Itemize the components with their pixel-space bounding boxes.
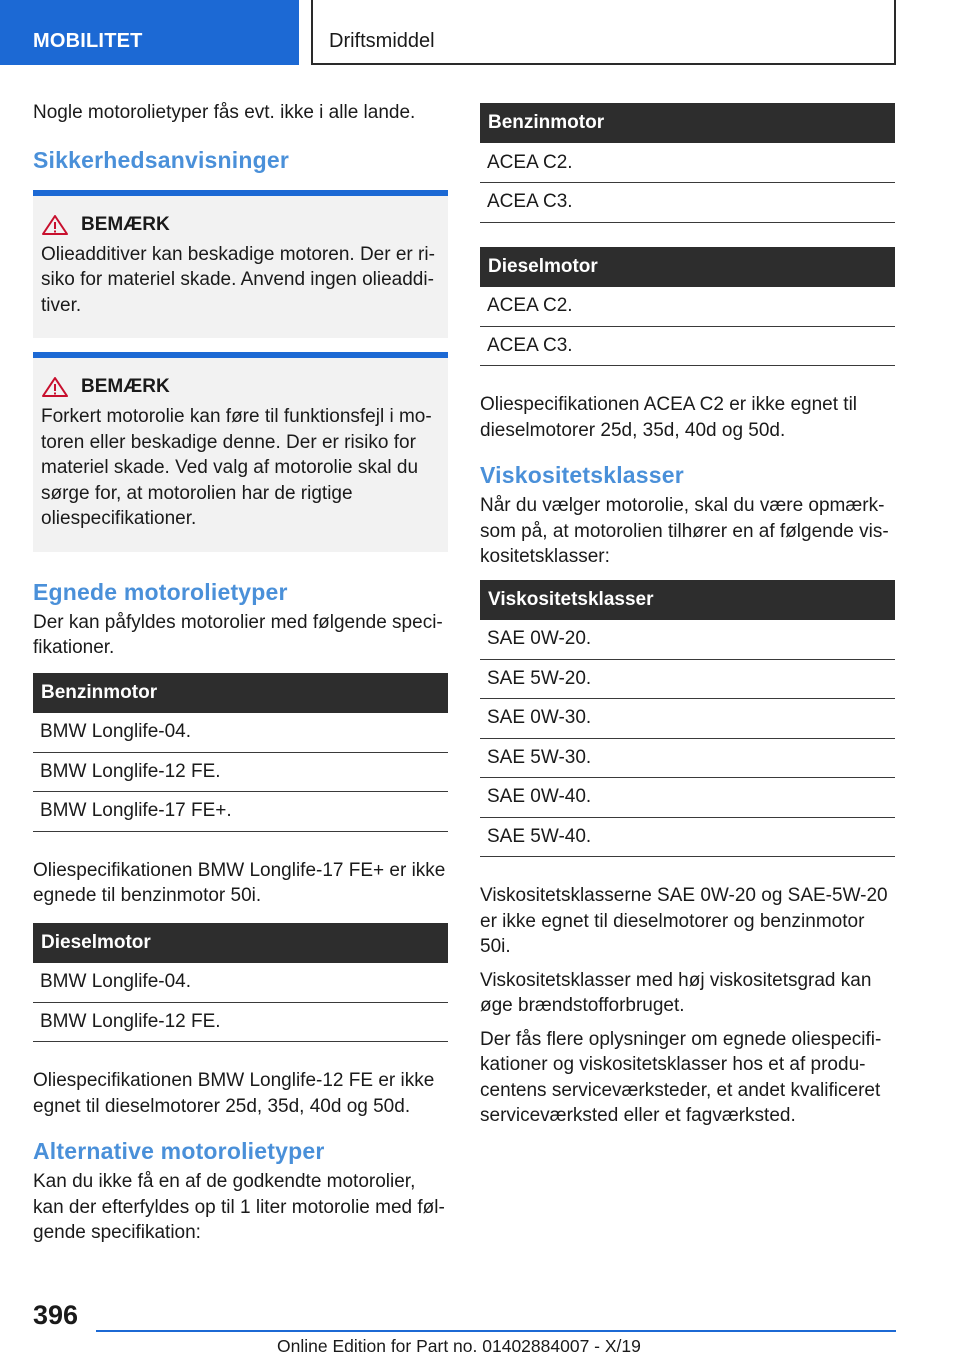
notice-text: Forkert motorolie kan føre til funktionsfejl i motoren eller beskadige denne. Der er risiko for materiel skade. Ved valg af motorolie skal du sørge for, at motorolien har de rigtige oliespecifikationer. — [41, 406, 432, 529]
notice-label: BEMÆRK — [81, 213, 170, 235]
table-cell: SAE 0W-30. — [480, 699, 895, 739]
acea-note: Oliespecifikationen ACEA C2 er ikke egnet til dieselmotorer 25d, 35d, 40d og 50d. — [480, 394, 858, 441]
viscosity-note-consumption: Viskositetsklasser med høj viskositetsgrad kan øge brændstofforbruget. — [480, 969, 872, 1016]
table-row — [33, 713, 448, 753]
table-row — [33, 752, 448, 792]
table-row — [480, 659, 895, 699]
table-cell: BMW Longlife-12 FE. — [33, 1002, 448, 1042]
table-header: Benzinmotor — [33, 673, 448, 713]
petrol-note: Oliespecifikationen BMW Longlife-17 FE+ er ikke egnede til benzinmotor 50i. — [33, 859, 446, 906]
table-cell: BMW Longlife-04. — [33, 963, 448, 1003]
viscosity-table — [480, 580, 895, 858]
table-cell: SAE 0W-40. — [480, 778, 895, 818]
table-row — [480, 738, 895, 778]
table-row — [480, 699, 895, 739]
table-header: Dieselmotor — [33, 923, 448, 963]
table-cell: ACEA C2. — [480, 143, 895, 183]
table-row — [480, 143, 895, 183]
viscosity-note-service: Der fås flere oplysninger om egnede oliespecifikationer og viskositetsklasser hos et af producentens serviceværksteder, et andet kvalificeret serviceværksted eller et fagværksted. — [480, 1028, 882, 1126]
table-row — [480, 778, 895, 818]
warning-triangle-icon — [41, 214, 69, 236]
notice-text: Olieadditiver kan beskadige motoren. Der er risiko for materiel skade. Anvend ingen olieadditiver. — [41, 243, 435, 316]
notice-box-additives — [33, 190, 448, 339]
table-row — [480, 287, 895, 327]
header-chapter-label: Driftsmiddel — [311, 0, 896, 65]
table-header: Dieselmotor — [480, 247, 895, 287]
footer-edition-text: Online Edition for Part no. 01402884007 - X/19 — [277, 1336, 641, 1356]
viscosity-text: Når du vælger motorolie, skal du være opmærksom på, at motorolien tilhører en af følgende viskositetsklasser: — [480, 495, 889, 567]
table-cell: BMW Longlife-17 FE+. — [33, 792, 448, 832]
petrol-spec-table — [33, 673, 448, 832]
table-row — [480, 817, 895, 857]
notice-header — [41, 376, 436, 398]
suitable-oils-heading: Egnede motorolietyper — [33, 578, 288, 605]
table-cell: SAE 5W-40. — [480, 817, 895, 857]
table-cell: SAE 0W-20. — [480, 620, 895, 660]
table-cell: BMW Longlife-12 FE. — [33, 752, 448, 792]
suitable-oils-text: Der kan påfyldes motorolier med følgende specifikationer. — [33, 611, 443, 658]
right-column — [480, 103, 895, 1137]
table-row — [480, 183, 895, 223]
viscosity-heading: Viskositetsklasser — [480, 462, 684, 488]
table-row — [33, 1002, 448, 1042]
table-row — [480, 620, 895, 660]
table-header: Benzinmotor — [480, 103, 895, 143]
table-cell: BMW Longlife-04. — [33, 713, 448, 753]
warning-triangle-icon — [41, 376, 69, 398]
alt-diesel-spec-table — [480, 247, 895, 367]
table-cell: ACEA C2. — [480, 287, 895, 327]
table-cell: SAE 5W-30. — [480, 738, 895, 778]
table-row — [33, 792, 448, 832]
table-cell: ACEA C3. — [480, 183, 895, 223]
diesel-spec-table — [33, 923, 448, 1043]
table-cell: ACEA C3. — [480, 326, 895, 366]
table-cell: SAE 5W-20. — [480, 659, 895, 699]
left-column — [33, 100, 448, 1254]
page-number: 396 — [33, 1300, 79, 1330]
alternative-oils-text: Kan du ikke få en af de godkendte motorolier, kan der efterfyldes op til 1 liter motorolie med følgende specifikation: — [33, 1171, 445, 1243]
safety-heading: Sikkerhedsanvisninger — [33, 146, 290, 173]
diesel-note: Oliespecifikationen BMW Longlife-12 FE er ikke egnet til dieselmotorer 25d, 35d, 40d og 50d. — [33, 1070, 435, 1117]
intro-text: Nogle motorolietyper fås evt. ikke i alle lande. — [33, 102, 416, 123]
table-row — [480, 326, 895, 366]
alternative-oils-heading: Alternative motorolietyper — [33, 1138, 325, 1164]
viscosity-note-unsuitable: Viskositetsklasserne SAE 0W-20 og SAE-5W-20 er ikke egnet til dieselmotorer og benzinmotor 50i. — [480, 885, 888, 957]
notice-header — [41, 214, 436, 236]
table-header: Viskositetsklasser — [480, 580, 895, 620]
table-row — [33, 963, 448, 1003]
notice-box-wrong-oil — [33, 352, 448, 552]
header-section-label: MOBILITET — [0, 0, 299, 65]
footer-divider — [96, 1330, 896, 1332]
alt-petrol-spec-table — [480, 103, 895, 223]
notice-label: BEMÆRK — [81, 376, 170, 397]
